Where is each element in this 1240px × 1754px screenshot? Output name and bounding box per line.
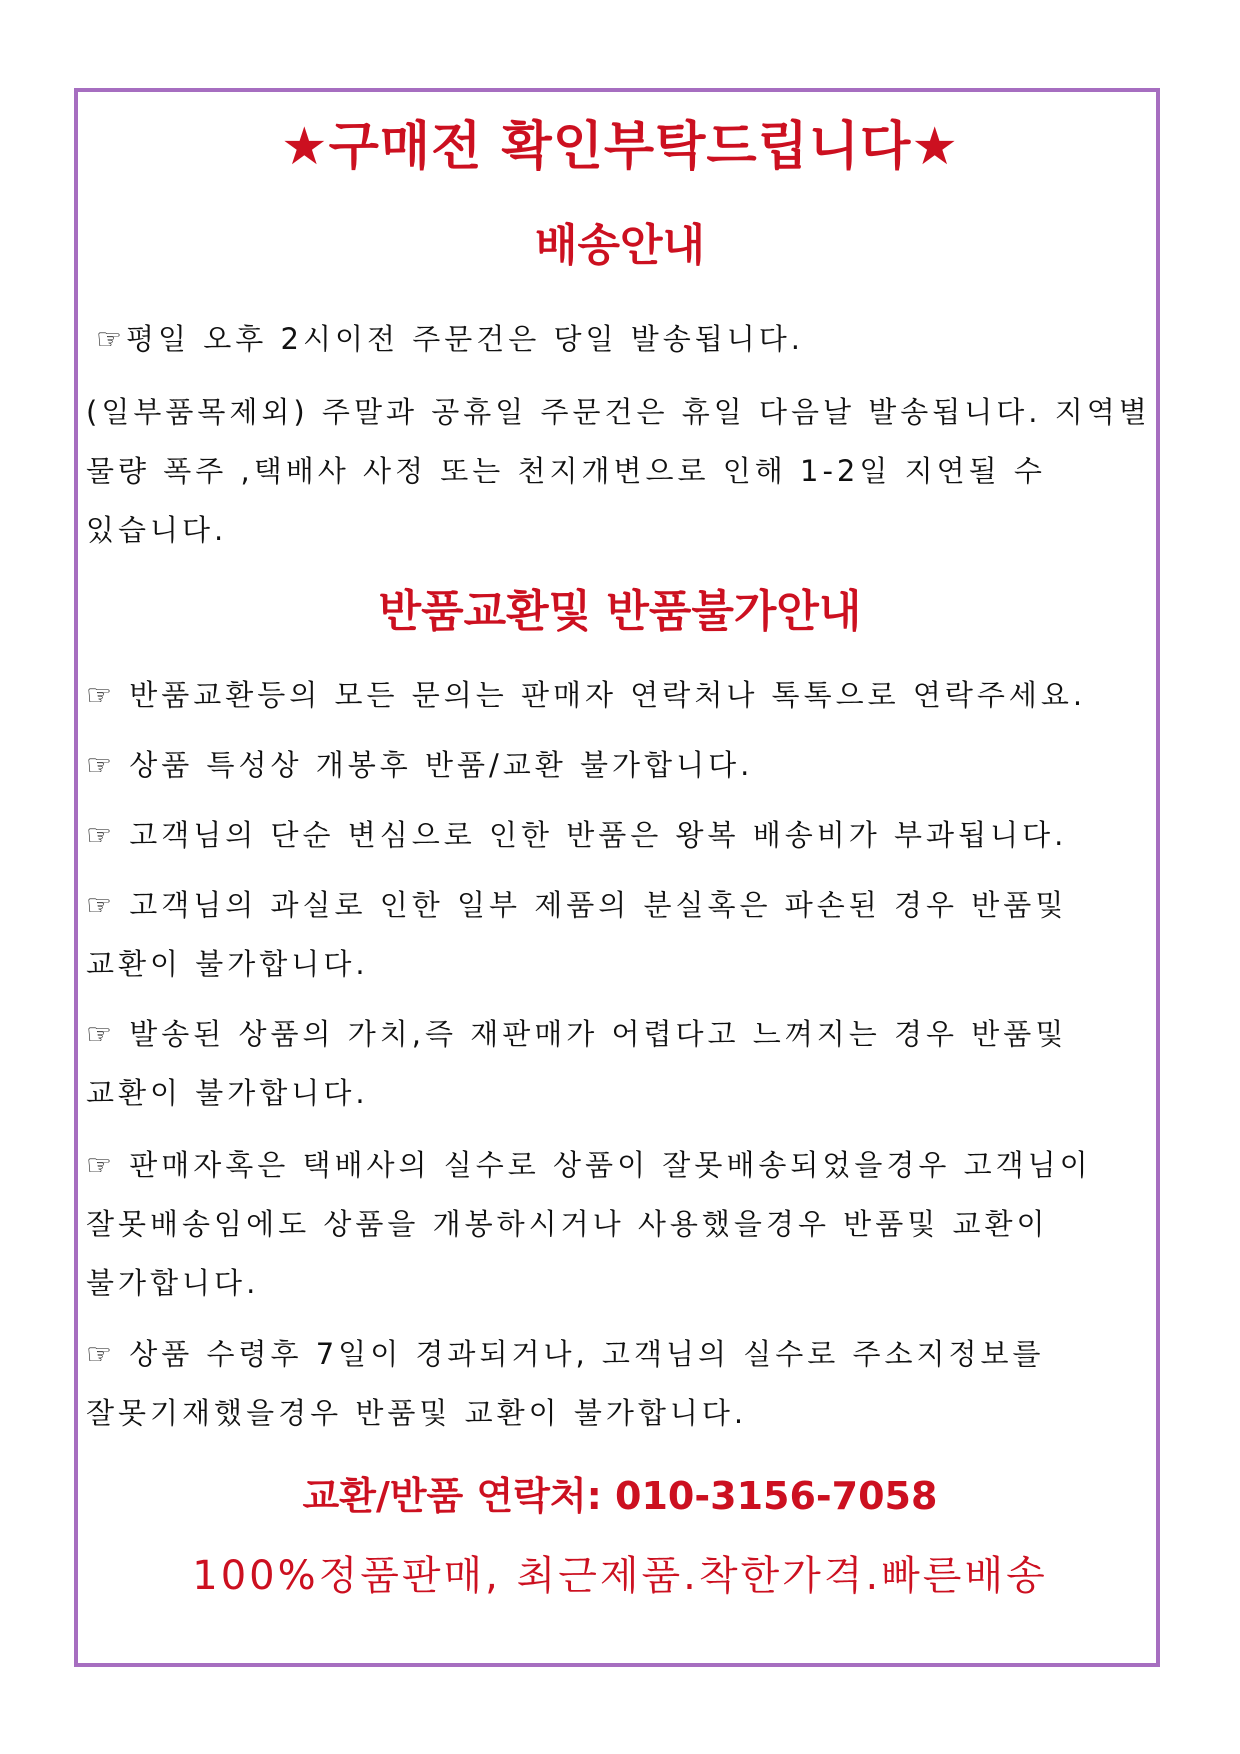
returns-item: ☞ 반품교환등의 모든 문의는 판매자 연락처나 톡톡으로 연락주세요. bbox=[86, 678, 1087, 712]
shipping-line-1: ☞평일 오후 2시이전 주문건은 당일 발송됩니다. bbox=[96, 322, 805, 356]
page-title: ★구매전 확인부탁드립니다★ bbox=[281, 117, 959, 177]
returns-item: ☞ 상품 수령후 7일이 경과되거나, 고객님의 실수로 주소지정보를 잘못기재했을경우 반품및 교환이 불가합니다. bbox=[86, 1337, 1058, 1430]
returns-item: ☞ 고객님의 단순 변심으로 인한 반품은 왕복 배송비가 부과됩니다. bbox=[86, 818, 1068, 852]
contact-phone: 교환/반품 연락처: 010-3156-7058 bbox=[302, 1474, 938, 1518]
shipping-line-2: (일부품목제외) 주말과 공휴일 주문건은 휴일 다음날 발송됩니다. 지역별 물량 폭주 ,택배사 사정 또는 천지개변으로 인해 1-2일 지연될 수 있습니다. bbox=[86, 395, 1164, 547]
returns-heading: 반품교환및 반품불가안내 bbox=[378, 586, 862, 637]
returns-item: ☞ 고객님의 과실로 인한 일부 제품의 분실혹은 파손된 경우 반품및 교환이 불가합니다. bbox=[86, 888, 1081, 981]
returns-item: ☞ 발송된 상품의 가치,즉 재판매가 어렵다고 느껴지는 경우 반품및 교환이 불가합니다. bbox=[86, 1017, 1081, 1110]
returns-item: ☞ 판매자혹은 택배사의 실수로 상품이 잘못배송되었을경우 고객님이 잘못배송임에도 상품을 개봉하시거나 사용했을경우 반품및 교환이 불가합니다. bbox=[86, 1148, 1105, 1300]
slogan: 100%정품판매, 최근제품.착한가격.빠른배송 bbox=[192, 1553, 1048, 1599]
returns-item: ☞ 상품 특성상 개봉후 반품/교환 불가합니다. bbox=[86, 748, 754, 782]
shipping-heading: 배송안내 bbox=[534, 220, 705, 271]
